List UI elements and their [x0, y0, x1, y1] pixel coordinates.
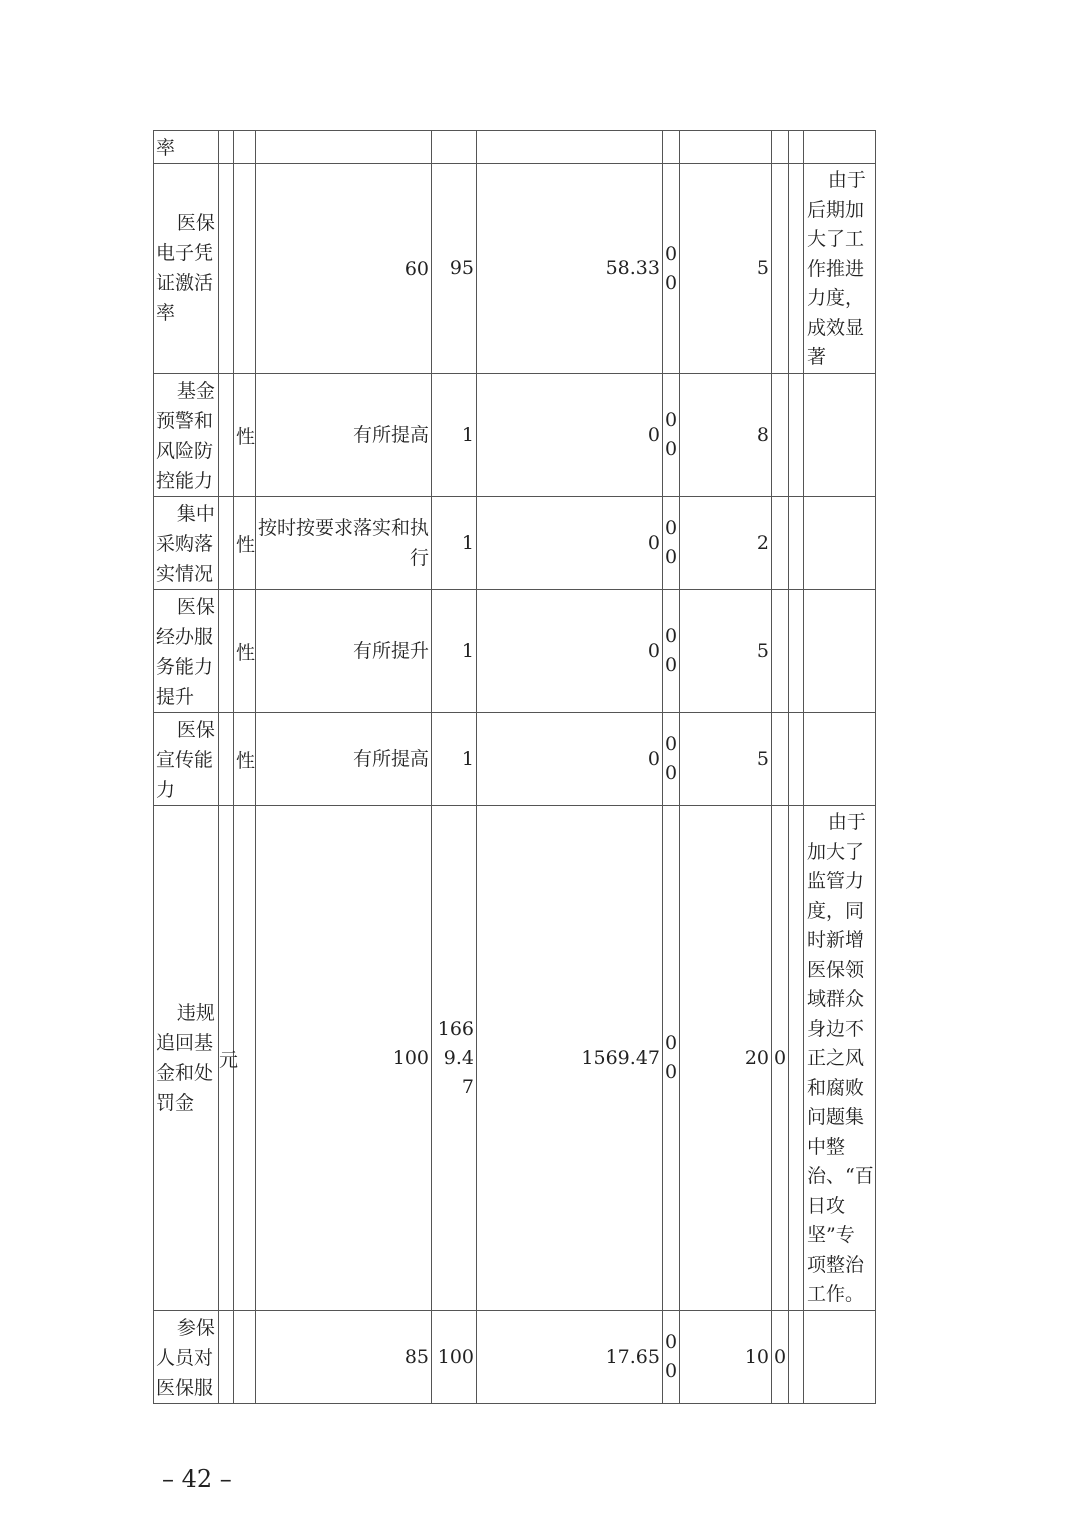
- table-row: [154, 806, 876, 1311]
- unit-cell: [219, 1311, 234, 1404]
- table-row: [154, 131, 876, 164]
- remark-cell: 由于后期加大了工作推进力度，成效显著: [804, 164, 876, 374]
- deviation-cell: 00: [663, 374, 680, 497]
- indicator-name: 基金预警和风险防控能力: [154, 374, 219, 497]
- indicator-name: 医保电子凭证激活率: [154, 164, 219, 374]
- table-row: [154, 164, 876, 374]
- weight-cell: 5: [680, 164, 772, 374]
- remark-cell: [804, 374, 876, 497]
- table-row: [154, 1311, 876, 1404]
- unit-cell: [219, 164, 234, 374]
- score-cell: [772, 374, 789, 497]
- target-value-cell: 1: [432, 590, 477, 713]
- weight-cell: 10: [680, 1311, 772, 1404]
- deviation-cell: 00: [663, 164, 680, 374]
- performance-table: [153, 130, 876, 1404]
- target-cell: 有所提高: [256, 713, 432, 806]
- unit-cell: 性: [234, 497, 256, 590]
- target-cell: 有所提高: [256, 374, 432, 497]
- target-cell: 有所提升: [256, 590, 432, 713]
- score-cell: [772, 590, 789, 713]
- actual-value-cell: 0: [477, 374, 663, 497]
- deviation-cell: 00: [663, 806, 680, 1311]
- actual-value-cell: 58.33: [477, 164, 663, 374]
- actual-value-cell: 0: [477, 713, 663, 806]
- target-value-cell: 1: [432, 374, 477, 497]
- performance-table-container: [153, 130, 875, 1404]
- target-cell: 60: [256, 164, 432, 374]
- remark-cell: 由于加大了监管力度，同时新增医保领域群众身边不正之风和腐败问题集中整治、“百日攻坚”专项整治工作。: [804, 806, 876, 1311]
- score-cell: [772, 164, 789, 374]
- target-value-cell: 1: [432, 713, 477, 806]
- unit-cell: 性: [234, 713, 256, 806]
- score-cell: 0: [772, 1311, 789, 1404]
- score-cell: [772, 497, 789, 590]
- actual-value-cell: 0: [477, 497, 663, 590]
- deviation-cell: 00: [663, 497, 680, 590]
- unit-cell: 性: [234, 374, 256, 497]
- indicator-name: 集中采购落实情况: [154, 497, 219, 590]
- target-cell: 100: [256, 806, 432, 1311]
- target-value-cell: 100: [432, 1311, 477, 1404]
- table-row: [154, 374, 876, 497]
- page-number: – 42 –: [162, 1465, 232, 1493]
- table-row: [154, 497, 876, 590]
- remark-cell: [804, 497, 876, 590]
- score-cell: [772, 713, 789, 806]
- deviation-cell: 00: [663, 590, 680, 713]
- remark-cell: [804, 590, 876, 713]
- weight-cell: 2: [680, 497, 772, 590]
- weight-cell: 5: [680, 590, 772, 713]
- actual-value-cell: 17.65: [477, 1311, 663, 1404]
- indicator-name: 违规追回基金和处罚金: [154, 806, 219, 1311]
- score-cell: 0: [772, 806, 789, 1311]
- table-row: [154, 713, 876, 806]
- weight-cell: 5: [680, 713, 772, 806]
- weight-cell: 8: [680, 374, 772, 497]
- target-cell: 按时按要求落实和执行: [256, 497, 432, 590]
- unit-cell: 元: [219, 806, 234, 1311]
- indicator-name: 率: [154, 131, 219, 164]
- target-cell: 85: [256, 1311, 432, 1404]
- actual-value-cell: 1569.47: [477, 806, 663, 1311]
- target-value-cell: 1669.47: [432, 806, 477, 1311]
- weight-cell: 20: [680, 806, 772, 1311]
- remark-cell: [804, 1311, 876, 1404]
- target-value-cell: 1: [432, 497, 477, 590]
- indicator-name: 医保宣传能力: [154, 713, 219, 806]
- unit-cell: 性: [234, 590, 256, 713]
- deviation-cell: 00: [663, 713, 680, 806]
- indicator-name: 医保经办服务能力提升: [154, 590, 219, 713]
- table-row: [154, 590, 876, 713]
- target-value-cell: 95: [432, 164, 477, 374]
- actual-value-cell: 0: [477, 590, 663, 713]
- remark-cell: [804, 713, 876, 806]
- deviation-cell: 00: [663, 1311, 680, 1404]
- indicator-name: 参保人员对医保服: [154, 1311, 219, 1404]
